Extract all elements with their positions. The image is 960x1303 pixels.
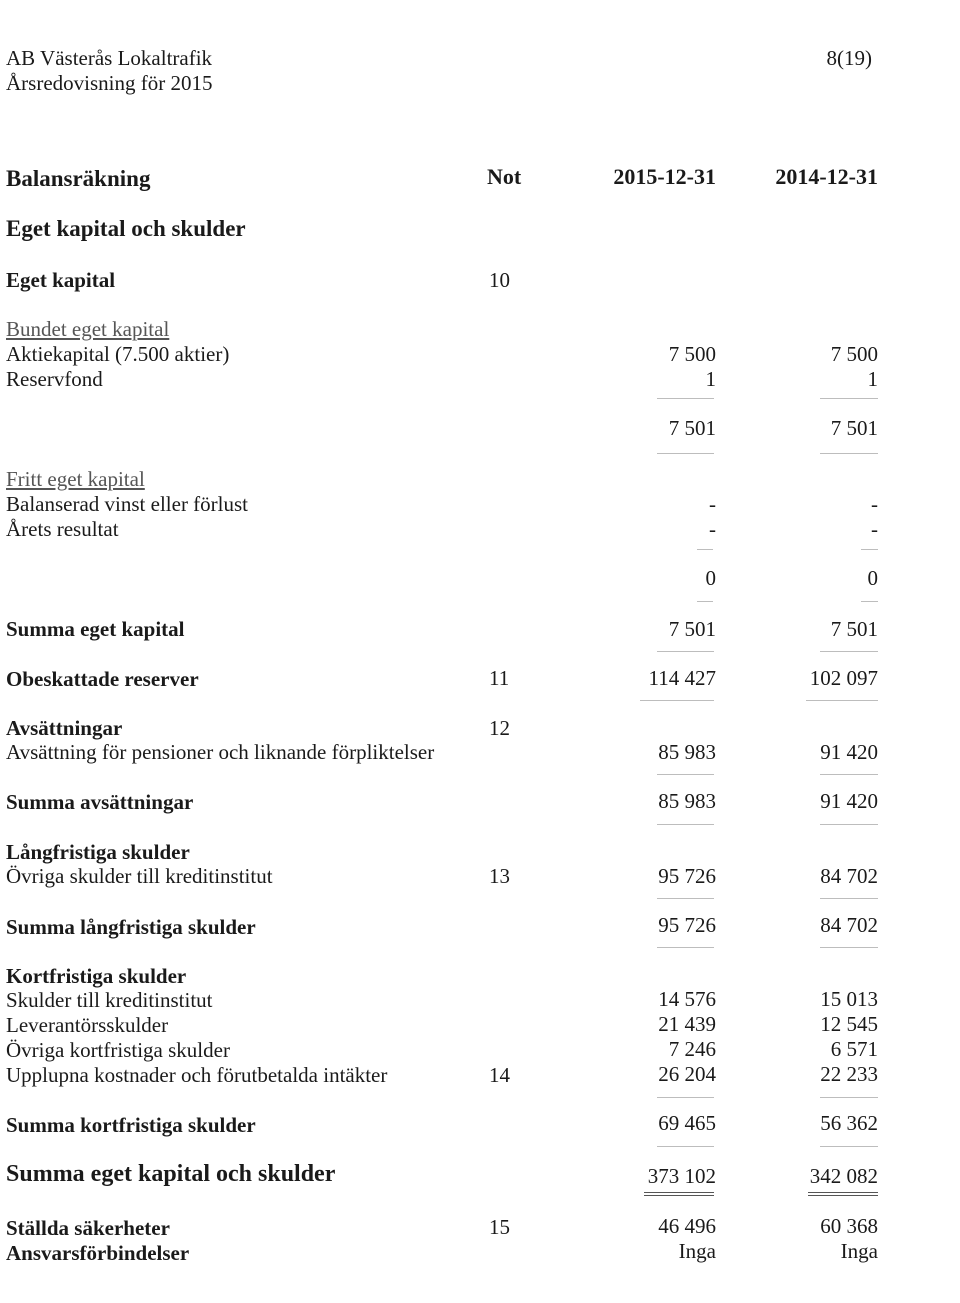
- stallda-note: 15: [489, 1215, 510, 1239]
- sum-rule: [657, 651, 714, 652]
- subtotal-2014: 0: [867, 566, 878, 590]
- value-2015: 21 439: [658, 1012, 716, 1036]
- sum-rule: [820, 1146, 878, 1147]
- bundet-eget-kapital-heading: Bundet eget kapital: [6, 317, 170, 341]
- total-2014: 56 362: [820, 1111, 878, 1135]
- value-2015: -: [709, 517, 716, 541]
- sum-rule: [820, 774, 878, 775]
- sum-rule: [657, 1146, 714, 1147]
- value-2015: 46 496: [658, 1214, 716, 1238]
- sum-rule: [820, 398, 878, 399]
- summa-eget-kapital-label: Summa eget kapital: [6, 617, 185, 641]
- value-2015: 26 204: [658, 1062, 716, 1086]
- value-2014: -: [871, 517, 878, 541]
- total-2015: 95 726: [658, 913, 716, 937]
- sum-rule: [657, 898, 714, 899]
- row-note: 14: [489, 1063, 510, 1087]
- sum-rule: [820, 1097, 878, 1098]
- value-2015: Inga: [678, 1239, 716, 1263]
- row-label: Skulder till kreditinstitut: [6, 988, 213, 1012]
- row-label: Övriga kortfristiga skulder: [6, 1038, 230, 1062]
- page-title: Balansräkning: [6, 166, 151, 191]
- value-2015: 95 726: [658, 864, 716, 888]
- total-2015: 7 501: [668, 617, 716, 641]
- sum-rule: [697, 601, 713, 602]
- total-2014: 91 420: [820, 789, 878, 813]
- sum-rule: [820, 651, 878, 652]
- stallda-sakerheter-label: Ställda säkerheter: [6, 1216, 170, 1240]
- sum-rule: [820, 947, 878, 948]
- grand-total-2014: 342 082: [809, 1164, 878, 1188]
- value-2015: 7 500: [668, 342, 716, 366]
- sum-rule: [657, 774, 714, 775]
- sum-rule: [820, 898, 878, 899]
- kortfristiga-skulder-heading: Kortfristiga skulder: [6, 964, 187, 988]
- row-label: Reservfond: [6, 367, 103, 391]
- sum-rule: [806, 700, 878, 701]
- value-2014: Inga: [840, 1239, 878, 1263]
- avsattningar-heading: Avsättningar: [6, 716, 123, 740]
- eget-kapital-heading: Eget kapital: [6, 268, 116, 292]
- fritt-eget-kapital-heading: Fritt eget kapital: [6, 467, 145, 491]
- ansvarsforbindelser-label: Ansvarsförbindelser: [6, 1241, 190, 1265]
- report-title: Årsredovisning för 2015: [6, 71, 213, 95]
- sum-rule: [657, 824, 714, 825]
- summa-langfristiga-label: Summa långfristiga skulder: [6, 915, 256, 939]
- double-rule: [644, 1195, 714, 1196]
- grand-total-label: Summa eget kapital och skulder: [6, 1161, 336, 1187]
- double-rule: [808, 1192, 878, 1193]
- subtotal-2015: 7 501: [668, 416, 716, 440]
- summa-kortfristiga-label: Summa kortfristiga skulder: [6, 1113, 256, 1137]
- total-2015: 85 983: [658, 789, 716, 813]
- subtotal-2014: 7 501: [830, 416, 878, 440]
- value-2014: 15 013: [820, 987, 878, 1011]
- row-label: Årets resultat: [6, 517, 119, 541]
- obeskattade-note: 11: [489, 666, 510, 690]
- sum-rule: [820, 824, 878, 825]
- sum-rule: [861, 601, 878, 602]
- total-2014: 84 702: [820, 913, 878, 937]
- sum-rule: [640, 700, 714, 701]
- subtotal-2015: 0: [705, 566, 716, 590]
- value-2014: 91 420: [820, 740, 878, 764]
- row-label: Aktiekapital (7.500 aktier): [6, 342, 230, 366]
- section-title: Eget kapital och skulder: [6, 216, 246, 241]
- value-2015: 14 576: [658, 987, 716, 1011]
- total-2015: 69 465: [658, 1111, 716, 1135]
- row-label: Avsättning för pensioner och liknande förpliktelser: [6, 740, 435, 764]
- sum-rule: [657, 453, 714, 454]
- company-name: AB Västerås Lokaltrafik: [6, 46, 213, 70]
- sum-rule: [861, 549, 878, 550]
- value-2015: 114 427: [648, 666, 716, 690]
- value-2014: -: [871, 492, 878, 516]
- column-header-2015: 2015-12-31: [613, 164, 716, 189]
- grand-total-2015: 373 102: [647, 1164, 716, 1188]
- value-2014: 12 545: [820, 1012, 878, 1036]
- row-label: Upplupna kostnader och förutbetalda intäkter: [6, 1063, 388, 1087]
- avsattningar-note: 12: [489, 716, 510, 740]
- sum-rule: [820, 453, 878, 454]
- summa-avsattningar-label: Summa avsättningar: [6, 790, 194, 814]
- row-label: Leverantörsskulder: [6, 1013, 169, 1037]
- row-label: Övriga skulder till kreditinstitut: [6, 864, 273, 888]
- eget-kapital-note: 10: [489, 268, 510, 292]
- double-rule: [808, 1195, 878, 1196]
- value-2014: 22 233: [820, 1062, 878, 1086]
- value-2014: 1: [867, 367, 878, 391]
- value-2014: 7 500: [830, 342, 878, 366]
- value-2015: -: [709, 492, 716, 516]
- langfristiga-skulder-heading: Långfristiga skulder: [6, 840, 190, 864]
- column-header-2014: 2014-12-31: [775, 164, 878, 189]
- sum-rule: [657, 398, 714, 399]
- sum-rule: [657, 1097, 714, 1098]
- value-2015: 85 983: [658, 740, 716, 764]
- value-2014: 84 702: [820, 864, 878, 888]
- row-note: 13: [489, 864, 510, 888]
- page-number: 8(19): [826, 46, 872, 70]
- obeskattade-reserver-label: Obeskattade reserver: [6, 667, 199, 691]
- value-2015: 1: [705, 367, 716, 391]
- value-2015: 7 246: [668, 1037, 716, 1061]
- double-rule: [644, 1192, 714, 1193]
- sum-rule: [657, 947, 714, 948]
- value-2014: 102 097: [809, 666, 878, 690]
- total-2014: 7 501: [830, 617, 878, 641]
- row-label: Balanserad vinst eller förlust: [6, 492, 249, 516]
- value-2014: 60 368: [820, 1214, 878, 1238]
- sum-rule: [697, 549, 713, 550]
- column-header-note: Not: [487, 164, 522, 189]
- value-2014: 6 571: [830, 1037, 878, 1061]
